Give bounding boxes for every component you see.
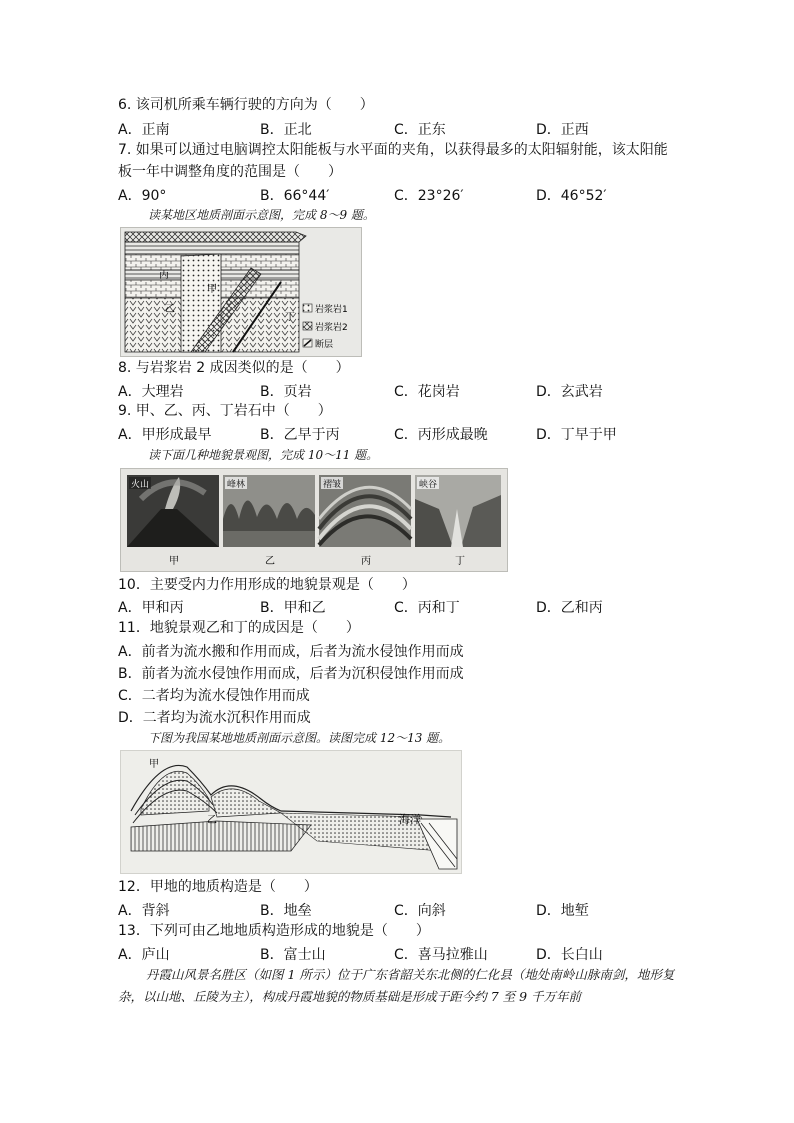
legend-swatch-1 xyxy=(303,304,312,312)
q6-option-b: B．正北 xyxy=(260,122,312,138)
q10-option-a: A．甲和丙 xyxy=(118,600,184,616)
label-bing-2: 丙 xyxy=(361,556,371,567)
tag-volcano: 火山 xyxy=(131,480,150,490)
q9-option-b: B．乙早于丙 xyxy=(260,427,340,443)
question-12: 12．甲地的地质构造是（ ） xyxy=(118,879,318,895)
label-yi-3: 乙 xyxy=(207,815,217,826)
q9-option-c: C．丙形成最晚 xyxy=(394,427,488,443)
tag-canyon: 峡谷 xyxy=(419,480,438,490)
question-7-options xyxy=(118,185,678,203)
question-8-options xyxy=(118,381,678,399)
geologic-section-svg xyxy=(121,228,361,356)
anticline-core xyxy=(141,771,209,815)
q9-option-d: D．丁早于甲 xyxy=(536,427,617,443)
question-7-line1: 7. 如果可以通过电脑调控太阳能板与水平面的夹角，以获得最多的太阳辐射能，该太阳能 xyxy=(118,142,668,158)
q8-option-b: B．页岩 xyxy=(260,384,312,400)
label-jia: 甲 xyxy=(207,284,217,295)
q12-option-a: A．背斜 xyxy=(118,903,170,919)
q6-option-d: D．正西 xyxy=(536,122,589,138)
q13-option-b: B．富士山 xyxy=(260,947,326,963)
q12-option-d: D．地堑 xyxy=(536,903,589,919)
q13-option-d: D．长白山 xyxy=(536,947,603,963)
intro-8-9: 读某地区地质剖面示意图，完成 8～9 题。 xyxy=(148,208,375,222)
q11-option-d: D．二者均为流水沉积作用而成 xyxy=(118,710,311,726)
q12-option-c: C．向斜 xyxy=(394,903,446,919)
q7-option-d: D．46°52′ xyxy=(536,188,607,204)
q7-option-b: B．66°44′ xyxy=(260,188,330,204)
photo-fold xyxy=(319,475,411,547)
label-yi-2: 乙 xyxy=(265,556,275,567)
question-11: 11．地貌景观乙和丁的成因是（ ） xyxy=(118,620,360,636)
question-6-options xyxy=(118,119,678,137)
question-10: 10．主要受内力作用形成的地貌景观是（ ） xyxy=(118,577,416,593)
legend-label-1: 岩浆岩1 xyxy=(315,305,348,315)
question-12-options xyxy=(118,900,678,918)
label-yi: 乙 xyxy=(165,304,175,315)
label-jia-2: 甲 xyxy=(169,556,179,567)
q11-option-c: C．二者均为流水侵蚀作用而成 xyxy=(118,688,310,704)
intro-10-11: 读下面几种地貌景观图，完成 10～11 题。 xyxy=(148,448,379,462)
q11-option-b: B．前者为流水侵蚀作用而成，后者为沉积侵蚀作用而成 xyxy=(118,666,464,682)
q6-option-a: A．正南 xyxy=(118,122,170,138)
q10-option-d: D．乙和丙 xyxy=(536,600,603,616)
label-ocean: 海洋 xyxy=(399,813,421,826)
question-7-line2: 板一年中调整角度的范围是（ ） xyxy=(118,164,342,180)
q7-option-a: A．90° xyxy=(118,188,167,204)
label-ding-2: 丁 xyxy=(455,556,465,567)
coastal-section-figure xyxy=(120,750,462,874)
q7-option-c: C．23°26′ xyxy=(394,188,464,204)
intro-12-13: 下图为我国某地地质剖面示意图。读图完成 12～13 题。 xyxy=(148,731,451,745)
q10-option-b: B．甲和乙 xyxy=(260,600,326,616)
coastal-section-svg xyxy=(121,751,461,873)
q13-option-c: C．喜马拉雅山 xyxy=(394,947,488,963)
line-layer xyxy=(125,242,299,254)
q6-option-c: C．正东 xyxy=(394,122,446,138)
passage-danxia: 丹霞山风景名胜区（如图 1 所示）位于广东省韶关东北侧的仁化县（地处南岭山脉南剑，地形复杂，以山地、丘陵为主），构成丹霞地貌的物质基础是形成于距今约 7 至 9 千万年前 xyxy=(118,967,675,1004)
q11-option-a: A．前者为流水搬和作用而成，后者为流水侵蚀作用而成 xyxy=(118,644,464,660)
question-10-options xyxy=(118,597,678,615)
q13-option-a: A．庐山 xyxy=(118,947,170,963)
question-13-options xyxy=(118,944,678,962)
legend-label-2: 岩浆岩2 xyxy=(315,323,348,333)
q10-option-c: C．丙和丁 xyxy=(394,600,460,616)
question-13: 13．下列可由乙地地质构造形成的地貌是（ ） xyxy=(118,923,430,939)
q8-option-c: C．花岗岩 xyxy=(394,384,460,400)
question-6: 6. 该司机所乘车辆行驶的方向为（ ） xyxy=(118,97,374,113)
secondary-fold xyxy=(211,789,281,817)
top-cross-layer xyxy=(125,232,306,242)
landform-photos-figure xyxy=(120,468,508,572)
photo-peak-forest xyxy=(223,475,315,547)
tag-fold: 褶皱 xyxy=(323,480,342,490)
base-strata xyxy=(131,821,311,851)
legend-label-3: 断层 xyxy=(315,340,334,350)
q12-option-b: B．地垒 xyxy=(260,903,312,919)
label-ding: 丁 xyxy=(285,312,295,323)
question-8: 8. 与岩浆岩 2 成因类似的是（ ） xyxy=(118,360,350,376)
tag-peak-forest: 峰林 xyxy=(227,480,246,490)
question-9: 9. 甲、乙、丙、丁岩石中（ ） xyxy=(118,403,332,419)
label-jia-3: 甲 xyxy=(149,759,159,770)
geologic-section-figure xyxy=(120,227,362,357)
label-bing: 丙 xyxy=(159,270,169,281)
q8-option-d: D．玄武岩 xyxy=(536,384,603,400)
legend-swatch-2 xyxy=(303,322,312,330)
photo-canyon xyxy=(415,475,501,547)
q9-option-a: A．甲形成最早 xyxy=(118,427,212,443)
landform-photos-svg xyxy=(121,469,507,571)
photo-volcano xyxy=(127,475,219,547)
question-9-options xyxy=(118,424,678,442)
q8-option-a: A．大理岩 xyxy=(118,384,184,400)
